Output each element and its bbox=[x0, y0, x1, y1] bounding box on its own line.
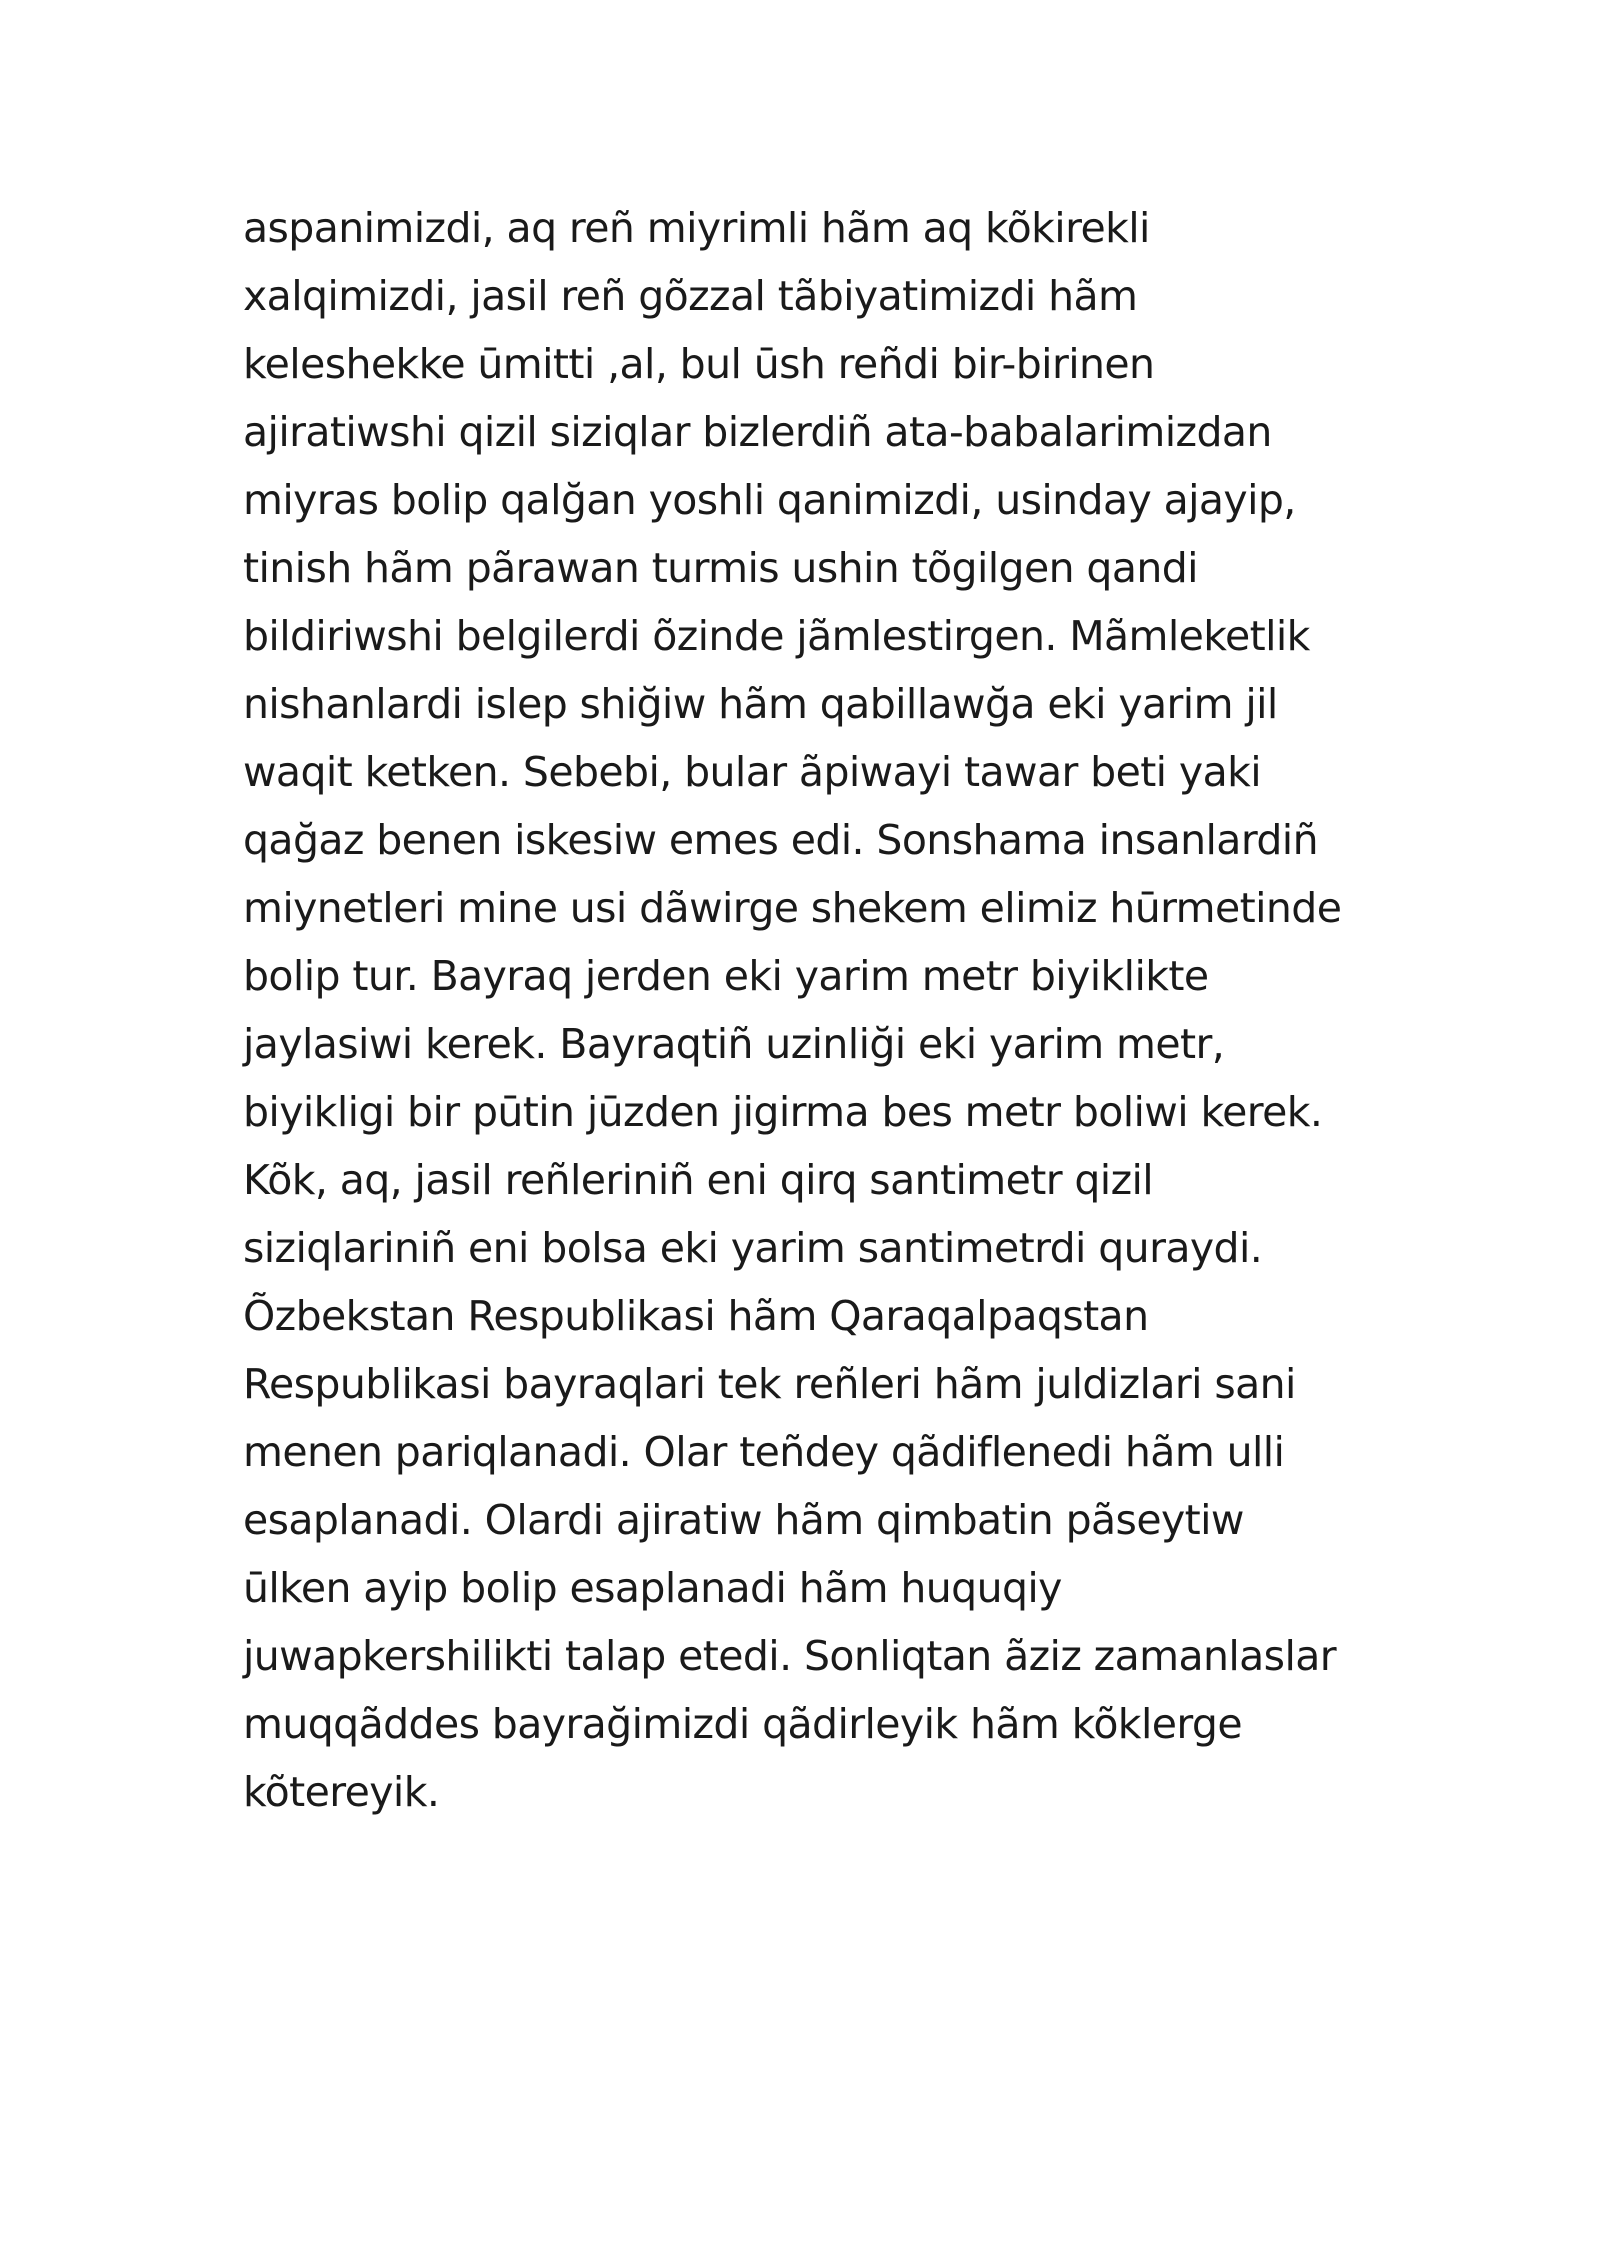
text-line: esaplanadi. Olardi ajiratiw hãm qimbatin pãseytiw bbox=[243, 1496, 1244, 1544]
text-line: aspanimizdi, aq reñ miyrimli hãm aq kõkirekli bbox=[243, 204, 1150, 252]
body-text bbox=[243, 194, 1373, 1826]
text-line: nishanlardi islep shiğiw hãm qabillawğa eki yarim jil bbox=[243, 680, 1278, 728]
text-line: waqit ketken. Sebebi, bular ãpiwayi tawar beti yaki bbox=[243, 748, 1262, 796]
text-line: biyikligi bir pūtin jūzden jigirma bes metr boliwi kerek. bbox=[243, 1088, 1323, 1136]
text-line: ajiratiwshi qizil siziqlar bizlerdiñ ata-babalarimizdan bbox=[243, 408, 1272, 456]
text-line: keleshekke ūmitti ,al, bul ūsh reñdi bir-birinen bbox=[243, 340, 1155, 388]
text-line: qağaz benen iskesiw emes edi. Sonshama insanlardiñ bbox=[243, 816, 1318, 864]
text-line: jaylasiwi kerek. Bayraqtiñ uzinliği eki yarim metr, bbox=[243, 1020, 1225, 1068]
text-line: Respublikasi bayraqlari tek reñleri hãm juldizlari sani bbox=[243, 1360, 1296, 1408]
text-line: ūlken ayip bolip esaplanadi hãm huquqiy bbox=[243, 1564, 1062, 1612]
text-line: Õzbekstan Respublikasi hãm Qaraqalpaqstan bbox=[243, 1292, 1149, 1340]
text-line: menen pariqlanadi. Olar teñdey qãdiflenedi hãm ulli bbox=[243, 1428, 1285, 1476]
text-line: tinish hãm pãrawan turmis ushin tõgilgen qandi bbox=[243, 544, 1198, 592]
text-line: bildiriwshi belgilerdi õzinde jãmlestirgen. Mãmleketlik bbox=[243, 612, 1310, 660]
text-line: muqqãddes bayrağimizdi qãdirleyik hãm kõklerge bbox=[243, 1700, 1242, 1748]
text-line: Kõk, aq, jasil reñleriniñ eni qirq santimetr qizil bbox=[243, 1156, 1154, 1204]
text-line: kõtereyik. bbox=[243, 1768, 440, 1816]
text-line: juwapkershilikti talap etedi. Sonliqtan ãziz zamanlaslar bbox=[243, 1632, 1337, 1680]
text-line: miyras bolip qalğan yoshli qanimizdi, usinday ajayip, bbox=[243, 476, 1296, 524]
text-line: miynetleri mine usi dãwirge shekem elimiz hūrmetinde bbox=[243, 884, 1342, 932]
text-line: bolip tur. Bayraq jerden eki yarim metr biyiklikte bbox=[243, 952, 1209, 1000]
text-line: siziqlariniñ eni bolsa eki yarim santimetrdi quraydi. bbox=[243, 1224, 1263, 1272]
text-line: xalqimizdi, jasil reñ gõzzal tãbiyatimizdi hãm bbox=[243, 272, 1138, 320]
